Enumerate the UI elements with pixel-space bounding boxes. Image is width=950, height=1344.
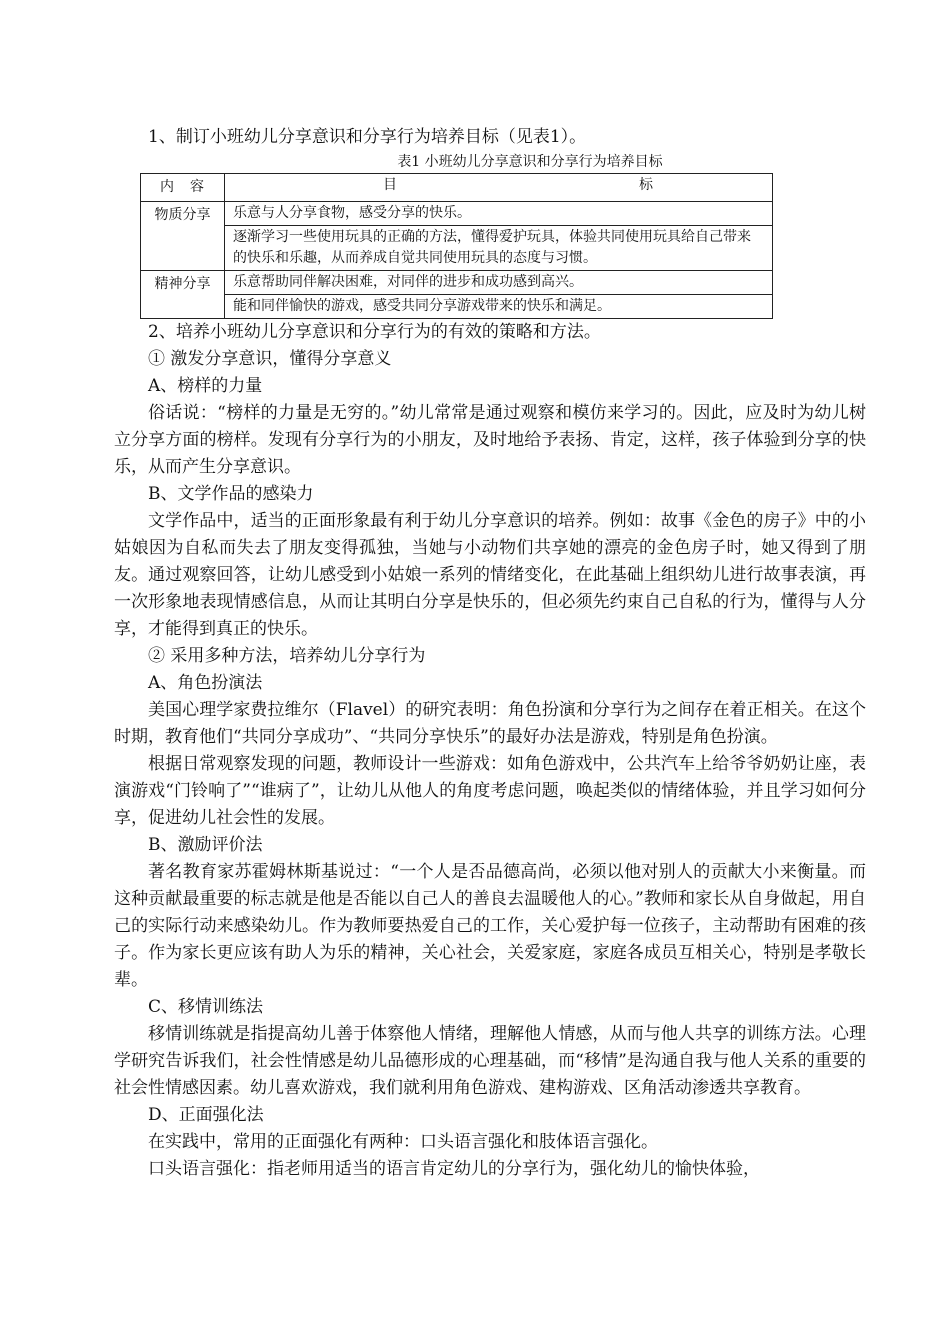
part1-title: ① 激发分享意识，懂得分享意义 (148, 349, 392, 369)
part1-b-paragraph: 文学作品中，适当的正面形象最有利于幼儿分享意识的培养。例如：故事《金色的房子》中的小姑娘因为自私而失去了朋友变得孤独，当她与小动物们共享她的漂亮的金色房子时，她又得到了朋友。通过观察回答，让幼儿感受到小姑娘一系列的情绪变化，在此基础上组织幼儿进行故事表演，再一次形象地表现情感信息，从而让其明白分享是快乐的，但必须先约束自己自私的行为，懂得与人分享，才能得到真正的快乐。 (114, 511, 866, 639)
category-cell: 精神分享 (141, 271, 225, 319)
part2-title: ② 采用多种方法，培养幼儿分享行为 (148, 646, 426, 666)
goal-cell: 逐渐学习一些使用玩具的正确的方法，懂得爱护玩具，体验共同使用玩具给自己带来的快乐和乐趣，从而养成自觉共同使用玩具的态度与习惯。 (225, 226, 773, 271)
part1-a-title: A、榜样的力量 (148, 376, 263, 396)
goal-cell: 乐意与人分享食物，感受分享的快乐。 (225, 202, 773, 226)
category-cell: 物质分享 (141, 202, 225, 271)
table-row (141, 226, 773, 271)
part2-c-paragraph: 移情训练就是指提高幼儿善于体察他人情绪，理解他人情感，从而与他人共享的训练方法。心理学研究告诉我们，社会性情感是幼儿品德形成的心理基础，而“移情”是沟通自我与他人关系的重要的社会性情感因素。幼儿喜欢游戏，我们就利用角色游戏、建构游戏、区角活动渗透共享教育。 (114, 1024, 866, 1098)
part2-a-paragraph-2: 根据日常观察发现的问题，教师设计一些游戏：如角色游戏中，公共汽车上给爷爷奶奶让座，表演游戏“门铃响了”“谁病了”，让幼儿从他人的角度考虑问题，唤起类似的情绪体验，并且学习如何分享，促进幼儿社会性的发展。 (114, 754, 866, 828)
table-row (141, 202, 773, 226)
header-content-cell: 内 容 (141, 174, 225, 202)
goals-table (140, 173, 773, 319)
goal-cell: 乐意帮助同伴解决困难，对同伴的进步和成功感到高兴。 (225, 271, 773, 295)
part1-b-title: B、文学作品的感染力 (148, 484, 314, 504)
part2-b-title: B、激励评价法 (148, 835, 263, 855)
table1-caption: 表1 小班幼儿分享意识和分享行为培养目标 (397, 154, 663, 170)
part2-b-paragraph: 著名教育家苏霍姆林斯基说过：“一个人是否品德高尚，必须以他对别人的贡献大小来衡量。而这种贡献最重要的标志就是他是否能以自己人的善良去温暖他人的心。”教师和家长从自身做起，用自己的实际行动来感染幼儿。作为教师要热爱自己的工作，关心爱护每一位孩子，主动帮助有困难的孩子。作为家长更应该有助人为乐的精神，关心社会，关爱家庭，家庭各成员互相关心，特别是孝敬长辈。 (114, 862, 866, 990)
header-target-right: 标 (639, 177, 654, 193)
table-row (141, 295, 773, 319)
part2-d-paragraph-1: 在实践中，常用的正面强化有两种：口头语言强化和肢体语言强化。 (148, 1132, 658, 1152)
section2-title: 2、培养小班幼儿分享意识和分享行为的有效的策略和方法。 (148, 322, 601, 342)
table-header-row (141, 174, 773, 202)
part2-c-title: C、移情训练法 (148, 997, 264, 1017)
header-target-cell (225, 174, 773, 202)
document-body (114, 124, 866, 1183)
table-row (141, 271, 773, 295)
part1-a-paragraph: 俗话说：“榜样的力量是无穷的。”幼儿常常是通过观察和模仿来学习的。因此，应及时为幼儿树立分享方面的榜样。发现有分享行为的小朋友，及时地给予表扬、肯定，这样，孩子体验到分享的快乐，从而产生分享意识。 (114, 403, 866, 477)
part2-a-paragraph-1: 美国心理学家费拉维尔（Flavel）的研究表明：角色扮演和分享行为之间存在着正相关。在这个时期，教育他们“共同分享成功”、“共同分享快乐”的最好办法是游戏，特别是角色扮演。 (114, 700, 866, 747)
part2-a-title: A、角色扮演法 (148, 673, 263, 693)
part2-d-paragraph-2: 口头语言强化：指老师用适当的语言肯定幼儿的分享行为，强化幼儿的愉快体验， (148, 1159, 760, 1179)
header-target-left: 目 (383, 177, 398, 193)
part2-d-title: D、正面强化法 (148, 1105, 264, 1125)
goal-cell: 能和同伴愉快的游戏，感受共同分享游戏带来的快乐和满足。 (225, 295, 773, 319)
section1-title: 1、制订小班幼儿分享意识和分享行为培养目标（见表1）。 (148, 127, 587, 147)
